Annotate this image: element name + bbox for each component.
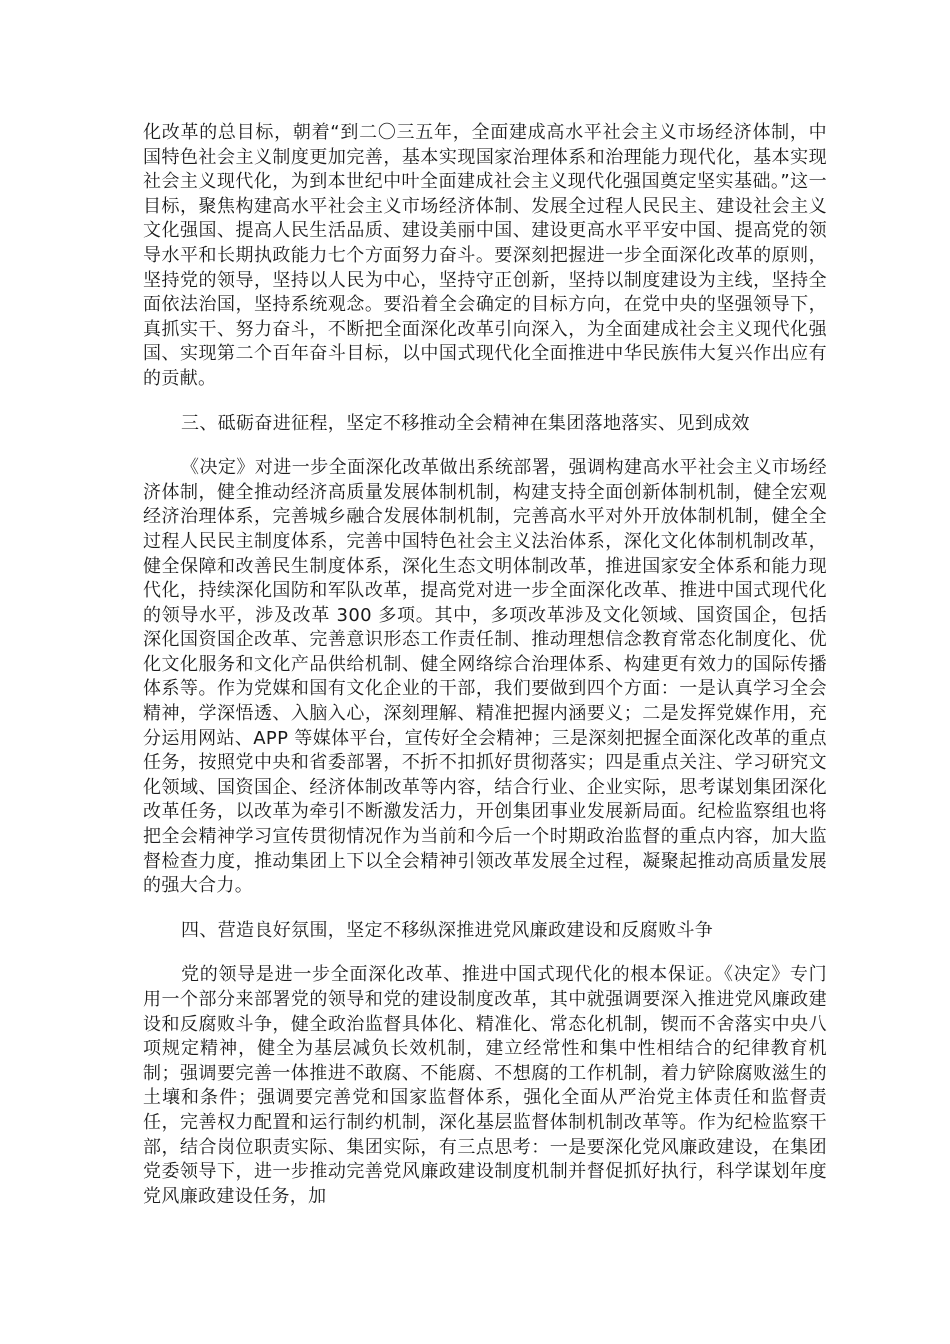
paragraph-reform-goal: 化改革的总目标，朝着“到二〇三五年，全面建成高水平社会主义市场经济体制，中国特色社会主义制度更加完善，基本实现国家治理体系和治理能力现代化，基本实现社会主义现代化，为到本世纪中叶全面建成社会主义现代化强国奠定坚实基础。”这一目标，聚焦构建高水平社会主义市场经济体制、发展全过程人民民主、建设社会主义文化强国、提高人民生活品质、建设美丽中国、建设更高水平平安中国、提高党的领导水平和长期执政能力七个方面努力奋斗。要深刻把握进一步全面深化改革的原则，坚持党的领导，坚持以人民为中心，坚持守正创新，坚持以制度建设为主线，坚持全面依法治国，坚持系统观念。要沿着全会确定的目标方向，在党中央的坚强领导下，真抓实干、努力奋斗，不断把全面深化改革引向深入，为全面建成社会主义现代化强国、实现第二个百年奋斗目标，以中国式现代化全面推进中华民族伟大复兴作出应有的贡献。 bbox=[143, 122, 827, 389]
paragraph-decision-deployment: 《决定》对进一步全面深化改革做出系统部署，强调构建高水平社会主义市场经济体制，健全推动经济高质量发展体制机制，构建支持全面创新体制机制，健全宏观经济治理体系，完善城乡融合发展体制机制，完善高水平对外开放体制机制，健全全过程人民民主制度体系，完善中国特色社会主义法治体系，深化文化体制机制改革，健全保障和改善民生制度体系，深化生态文明体制改革，推进国家安全体系和能力现代化，持续深化国防和军队改革，提高党对进一步全面深化改革、推进中国式现代化的领导水平，涉及改革 300 多项。其中，多项改革涉及文化领域、国资国企，包括深化国资国企改革、完善意识形态工作责任制、推动理想信念教育常态化制度化、优化文化服务和文化产品供给机制、健全网络综合治理体系、构建更有效力的国际传播体系等。作为党媒和国有文化企业的干部，我们要做到四个方面：一是认真学习全会精神，学深悟透、入脑入心，深刻理解、精准把握内涵要义；二是发挥党媒作用，充分运用网站、APP 等媒体平台，宣传好全会精神；三是深刻把握全面深化改革的重点任务，按照党中央和省委部署，不折不扣抓好贯彻落实；四是重点关注、学习研究文化领域、国资国企、经济体制改革等内容，结合行业、企业实际，思考谋划集团深化改革任务，以改革为牵引不断激发活力，开创集团事业发展新局面。纪检监察组也将把全会精神学习宣传贯彻情况作为当前和今后一个时期政治监督的重点内容，加大监督检查力度，推动集团上下以全会精神引领改革发展全过程，凝聚起推动高质量发展的强大合力。 bbox=[143, 457, 827, 897]
paragraph-party-leadership: 党的领导是进一步全面深化改革、推进中国式现代化的根本保证。《决定》专门用一个部分来部署党的领导和党的建设制度改革，其中就强调要深入推进党风廉政建设和反腐败斗争，健全政治监督具体化、精准化、常态化机制，锲而不舍落实中央八项规定精神，健全为基层减负长效机制，建立经常性和集中性相结合的纪律教育机制；强调要完善一体推进不敢腐、不能腐、不想腐的工作机制，着力铲除腐败滋生的土壤和条件；强调要完善党和国家监督体系，强化全面从严治党主体责任和监督责任，完善权力配置和运行制约机制，深化基层监督体制机制改革等。作为纪检监察干部，结合岗位职责实际、集团实际，有三点思考：一是要深化党风廉政建设，在集团党委领导下，进一步推动完善党风廉政建设制度机制并督促抓好执行，科学谋划年度党风廉政建设任务，加 bbox=[143, 964, 827, 1207]
section-heading-4: 四、营造良好氛围，坚定不移纵深推进党风廉政建设和反腐败斗争 bbox=[181, 919, 714, 941]
section-heading-3: 三、砥砺奋进征程，坚定不移推动全会精神在集团落地落实、见到成效 bbox=[181, 412, 750, 434]
document-page bbox=[143, 121, 827, 1209]
